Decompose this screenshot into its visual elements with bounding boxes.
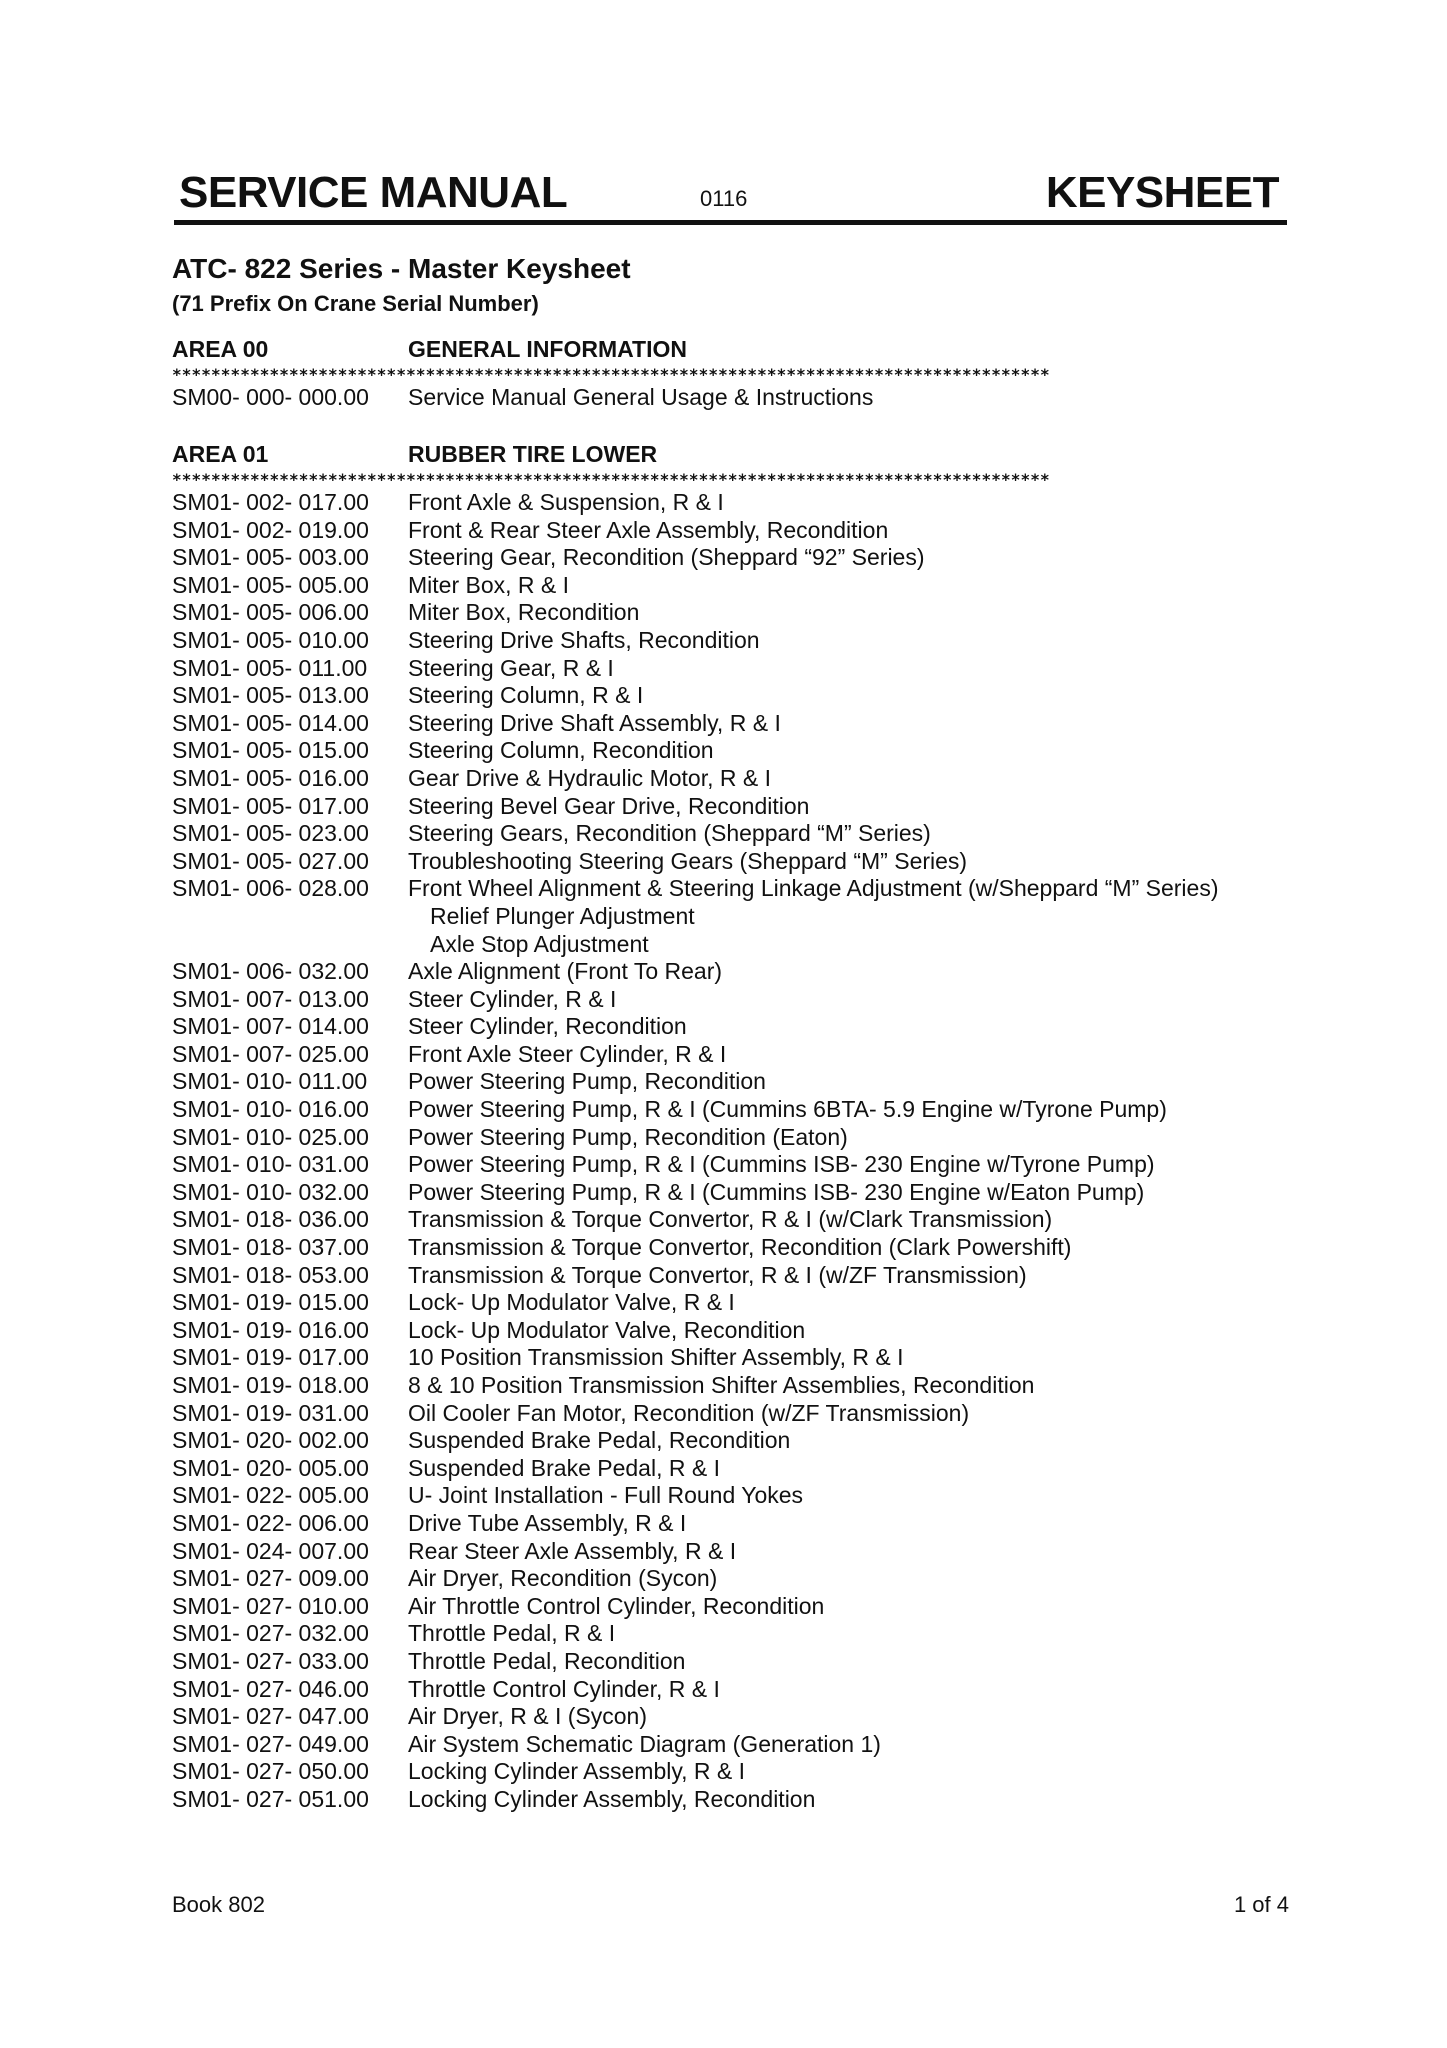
keysheet-row [172, 1344, 1292, 1372]
keysheet-title: KEYSHEET [1045, 168, 1279, 217]
section-description: Air System Schematic Diagram (Generation 1) [408, 1730, 881, 1757]
section-description: Front & Rear Steer Axle Assembly, Recondition [408, 516, 889, 543]
section-code: SM01- 019- 015.00 [172, 1289, 369, 1316]
keysheet-row [172, 903, 1292, 931]
section-code: SM01- 005- 006.00 [172, 599, 369, 626]
section-code: SM01- 005- 011.00 [172, 654, 368, 681]
section-code: SM00- 000- 000.00 [172, 384, 369, 410]
keysheet-row [172, 544, 1292, 572]
keysheet-row [172, 1262, 1292, 1290]
keysheet-row [172, 1538, 1292, 1566]
keysheet-row [172, 1676, 1292, 1704]
keysheet-row [172, 1758, 1292, 1786]
keysheet-row [172, 1068, 1292, 1096]
keysheet-row [172, 1648, 1292, 1676]
keysheet-row [172, 1206, 1292, 1234]
keysheet-row [172, 1620, 1292, 1648]
keysheet-row [172, 1151, 1292, 1179]
section-code: SM01- 010- 016.00 [172, 1096, 369, 1123]
section-description: Power Steering Pump, R & I (Cummins ISB- 230 Engine w/Tyrone Pump) [408, 1151, 1155, 1178]
section-code: SM01- 024- 007.00 [172, 1537, 369, 1564]
section-code: SM01- 007- 014.00 [172, 1013, 369, 1040]
section-description: Suspended Brake Pedal, Recondition [408, 1427, 791, 1454]
section-description: Steering Gears, Recondition (Sheppard “M” Series) [408, 820, 931, 847]
section-description: Suspended Brake Pedal, R & I [408, 1454, 720, 1481]
section-description: Rear Steer Axle Assembly, R & I [408, 1537, 737, 1564]
section-description: Front Wheel Alignment & Steering Linkage Adjustment (w/Sheppard “M” Series) [408, 875, 1219, 902]
section-code: SM01- 010- 032.00 [172, 1178, 369, 1205]
keysheet-row [172, 820, 1292, 848]
section-description: Throttle Pedal, R & I [408, 1620, 616, 1647]
section-code: SM01- 019- 016.00 [172, 1316, 369, 1343]
section-description: Steering Column, R & I [408, 682, 644, 709]
section-code: SM01- 020- 002.00 [172, 1427, 369, 1454]
section-code: SM01- 005- 023.00 [172, 820, 369, 847]
keysheet-row [172, 1234, 1292, 1262]
document-title: ATC- 822 Series - Master Keysheet [172, 253, 631, 284]
section-code: SM01- 007- 025.00 [172, 1040, 369, 1067]
section-description: Front Axle Steer Cylinder, R & I [408, 1040, 727, 1067]
section-code: SM01- 027- 049.00 [172, 1730, 369, 1757]
section-code: SM01- 005- 027.00 [172, 847, 369, 874]
section-description: Power Steering Pump, R & I (Cummins ISB- 230 Engine w/Eaton Pump) [408, 1178, 1145, 1205]
keysheet-row [172, 1124, 1292, 1152]
section-description: Power Steering Pump, Recondition [408, 1068, 766, 1095]
keysheet-row [172, 572, 1292, 600]
keysheet-row [172, 986, 1292, 1014]
keysheet-row [172, 489, 1292, 517]
keysheet-row [172, 1455, 1292, 1483]
section-description: Drive Tube Assembly, R & I [408, 1509, 687, 1536]
section-description: Transmission & Torque Convertor, R & I (w/Clark Transmission) [408, 1206, 1053, 1233]
section-code: SM01- 010- 025.00 [172, 1123, 369, 1150]
section-subitem: Relief Plunger Adjustment [430, 902, 695, 929]
section-code: SM01- 005- 017.00 [172, 792, 369, 819]
manual-title: SERVICE MANUAL [179, 168, 568, 217]
section-description: Front Axle & Suspension, R & I [408, 489, 724, 515]
section-description: Transmission & Torque Convertor, Recondition (Clark Powershift) [408, 1234, 1072, 1261]
section-code: SM01- 005- 005.00 [172, 571, 369, 598]
section-code: SM01- 027- 046.00 [172, 1675, 369, 1702]
section-code: SM01- 027- 010.00 [172, 1592, 369, 1619]
keysheet-row [172, 1317, 1292, 1345]
keysheet-row [172, 384, 1292, 412]
section-code: SM01- 027- 050.00 [172, 1758, 369, 1785]
keysheet-row [172, 627, 1292, 655]
section-code: SM01- 018- 053.00 [172, 1261, 369, 1288]
section-code: SM01- 027- 051.00 [172, 1785, 369, 1812]
section-code: SM01- 002- 019.00 [172, 516, 369, 543]
section-description: Miter Box, R & I [408, 571, 570, 598]
section-description: Steer Cylinder, Recondition [408, 1013, 687, 1040]
keysheet-row [172, 517, 1292, 545]
section-code: SM01- 018- 037.00 [172, 1234, 369, 1261]
keysheet-row [172, 1096, 1292, 1124]
section-code: SM01- 002- 017.00 [172, 489, 369, 515]
section-code: SM01- 005- 015.00 [172, 737, 369, 764]
section-description: Air Throttle Control Cylinder, Recondition [408, 1592, 825, 1619]
section-code: SM01- 027- 009.00 [172, 1565, 369, 1592]
section-description: Steering Gear, Recondition (Sheppard “92” Series) [408, 544, 925, 571]
area-code: AREA 00 [172, 336, 269, 362]
keysheet-row [172, 793, 1292, 821]
keysheet-row [172, 1041, 1292, 1069]
keysheet-row [172, 1482, 1292, 1510]
section-description: Service Manual General Usage & Instructions [408, 384, 874, 410]
keysheet-row [172, 682, 1292, 710]
section-code: SM01- 027- 047.00 [172, 1703, 369, 1730]
keysheet-row [172, 1400, 1292, 1428]
area-heading [172, 336, 1292, 366]
keysheet-row [172, 599, 1292, 627]
section-description: Lock- Up Modulator Valve, R & I [408, 1289, 735, 1316]
section-description: 10 Position Transmission Shifter Assembly, R & I [408, 1344, 904, 1371]
section-description: U- Joint Installation - Full Round Yokes [408, 1482, 804, 1509]
keysheet-row [172, 710, 1292, 738]
section-code: SM01- 027- 032.00 [172, 1620, 369, 1647]
section-description: Throttle Control Cylinder, R & I [408, 1675, 720, 1702]
area-title: GENERAL INFORMATION [408, 336, 687, 362]
asterisk-divider: ****************************************************************************************** [172, 471, 1050, 489]
section-description: Locking Cylinder Assembly, R & I [408, 1758, 746, 1785]
section-description: Lock- Up Modulator Valve, Recondition [408, 1316, 806, 1343]
section-code: SM01- 019- 017.00 [172, 1344, 369, 1371]
section-subitem: Axle Stop Adjustment [430, 930, 649, 957]
section-description: 8 & 10 Position Transmission Shifter Assemblies, Recondition [408, 1372, 1035, 1398]
section-code: SM01- 005- 003.00 [172, 544, 369, 571]
section-description: Air Dryer, Recondition (Sycon) [408, 1565, 718, 1592]
section-code: SM01- 019- 031.00 [172, 1399, 369, 1426]
section-description: Steering Bevel Gear Drive, Recondition [408, 792, 810, 819]
keysheet-row [172, 1786, 1292, 1814]
section-code: SM01- 005- 016.00 [172, 764, 369, 791]
keysheet-row [172, 1510, 1292, 1538]
section-code: SM01- 005- 013.00 [172, 682, 369, 709]
section-description: Steering Drive Shaft Assembly, R & I [408, 709, 781, 736]
keysheet-row [172, 1593, 1292, 1621]
section-description: Air Dryer, R & I (Sycon) [408, 1703, 647, 1730]
area-code: AREA 01 [172, 441, 269, 467]
keysheet-row [172, 958, 1292, 986]
keysheet-row [172, 931, 1292, 959]
keysheet-row [172, 1703, 1292, 1731]
keysheet-row [172, 1372, 1292, 1400]
section-description: Steer Cylinder, R & I [408, 985, 617, 1012]
area-01-section [172, 441, 1292, 1814]
section-description: Power Steering Pump, Recondition (Eaton) [408, 1123, 848, 1150]
section-code: SM01- 019- 018.00 [172, 1372, 369, 1398]
section-code: SM01- 027- 033.00 [172, 1647, 369, 1674]
keysheet-row [172, 655, 1292, 683]
section-description: Power Steering Pump, R & I (Cummins 6BTA- 5.9 Engine w/Tyrone Pump) [408, 1096, 1167, 1123]
section-code: SM01- 005- 014.00 [172, 709, 369, 736]
section-description: Gear Drive & Hydraulic Motor, R & I [408, 764, 771, 791]
section-description: Transmission & Torque Convertor, R & I (w/ZF Transmission) [408, 1261, 1027, 1288]
section-code: SM01- 007- 013.00 [172, 985, 369, 1012]
section-description: Steering Gear, R & I [408, 654, 614, 681]
keysheet-row [172, 1731, 1292, 1759]
section-description: Axle Alignment (Front To Rear) [408, 958, 723, 985]
section-code: SM01- 018- 036.00 [172, 1206, 369, 1233]
section-description: Miter Box, Recondition [408, 599, 640, 626]
area-title: RUBBER TIRE LOWER [408, 441, 658, 467]
section-code: SM01- 005- 010.00 [172, 626, 369, 653]
section-code: SM01- 010- 011.00 [172, 1068, 368, 1095]
keysheet-row [172, 1013, 1292, 1041]
section-description: Throttle Pedal, Recondition [408, 1647, 686, 1674]
revision-code: 0116 [700, 186, 748, 211]
section-description: Troubleshooting Steering Gears (Sheppard “M” Series) [408, 847, 968, 874]
keysheet-row [172, 765, 1292, 793]
area-00-section [172, 336, 1292, 412]
keysheet-row [172, 1427, 1292, 1455]
section-code: SM01- 006- 032.00 [172, 958, 369, 985]
keysheet-list [172, 489, 1292, 1814]
keysheet-list [172, 384, 1292, 412]
keysheet-row [172, 1289, 1292, 1317]
asterisk-divider: ****************************************************************************************** [172, 366, 1050, 384]
document-subtitle: (71 Prefix On Crane Serial Number) [172, 291, 539, 316]
section-code: SM01- 022- 006.00 [172, 1509, 369, 1536]
section-code: SM01- 022- 005.00 [172, 1482, 369, 1509]
page-number: 1 of 4 [1233, 1892, 1289, 1917]
page-header [174, 164, 1287, 225]
keysheet-row [172, 848, 1292, 876]
keysheet-row [172, 1565, 1292, 1593]
keysheet-row [172, 875, 1292, 903]
area-heading [172, 441, 1292, 471]
keysheet-row [172, 1179, 1292, 1207]
keysheet-row [172, 737, 1292, 765]
section-description: Oil Cooler Fan Motor, Recondition (w/ZF Transmission) [408, 1399, 970, 1426]
section-description: Steering Drive Shafts, Recondition [408, 626, 760, 653]
section-code: SM01- 010- 031.00 [172, 1151, 369, 1178]
section-description: Steering Column, Recondition [408, 737, 714, 764]
section-code: SM01- 006- 028.00 [172, 875, 369, 902]
section-description: Locking Cylinder Assembly, Recondition [408, 1785, 816, 1812]
section-code: SM01- 020- 005.00 [172, 1454, 369, 1481]
book-number: Book 802 [172, 1892, 265, 1917]
